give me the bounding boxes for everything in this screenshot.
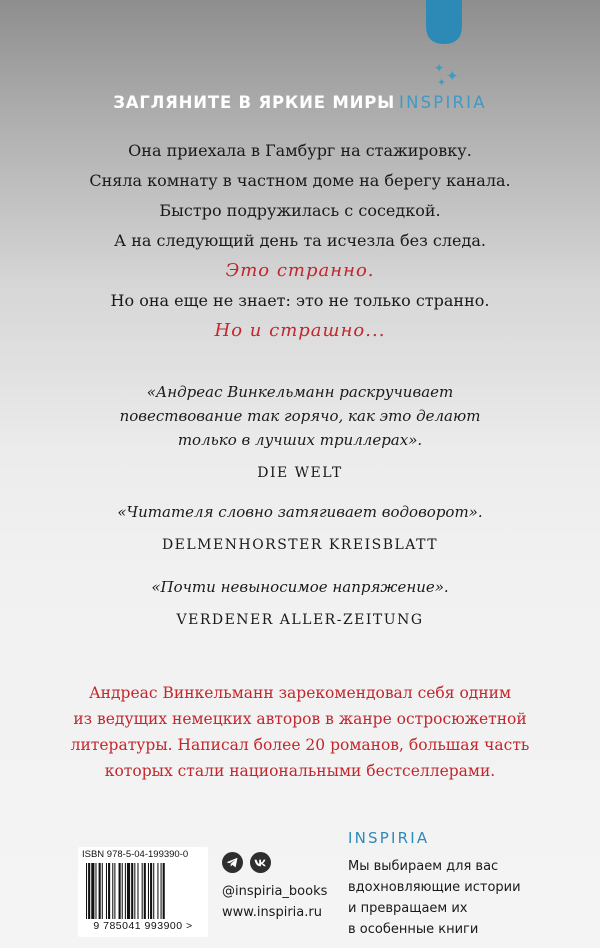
bio-line: литературы. Написал более 20 романов, большая часть bbox=[70, 736, 530, 754]
quote-source: DIE WELT bbox=[257, 465, 343, 481]
quote-line: повествование так горячо, как это делают bbox=[119, 407, 481, 425]
telegram-icon[interactable] bbox=[222, 852, 243, 873]
quote-source: DELMENHORSTER KREISBLATT bbox=[161, 537, 439, 553]
barcode-bar bbox=[91, 863, 94, 919]
barcode-bar bbox=[95, 863, 96, 919]
barcode-bar bbox=[150, 863, 152, 919]
barcode-bar bbox=[142, 863, 143, 919]
barcode-bar bbox=[148, 863, 149, 919]
barcode-bar bbox=[108, 863, 110, 919]
sparkle-icon: ✦ bbox=[437, 76, 447, 89]
blurb bbox=[0, 136, 600, 346]
banner-brand: INSPIRIA bbox=[399, 93, 487, 112]
barcode-bar bbox=[161, 863, 162, 919]
banner-text: ЗАГЛЯНИТЕ В ЯРКИЕ МИРЫ bbox=[113, 93, 396, 112]
barcode-bar bbox=[153, 863, 154, 919]
barcode-bar bbox=[102, 863, 103, 919]
barcode bbox=[78, 847, 208, 937]
bio-line: Андреас Винкельманн зарекомендовал себя одним bbox=[88, 684, 512, 702]
barcode-bar bbox=[99, 863, 101, 919]
barcode-bar bbox=[106, 863, 107, 919]
barcode-bar bbox=[125, 863, 126, 919]
website-link[interactable]: www.inspiria.ru bbox=[222, 905, 322, 920]
review-quote bbox=[0, 500, 600, 557]
publisher-name: INSPIRIA bbox=[348, 829, 430, 847]
sparkle-icon: ✦ bbox=[434, 61, 445, 75]
barcode-digits: 9 785041 993900 > bbox=[93, 920, 193, 932]
social-handle[interactable]: @inspiria_books bbox=[222, 884, 328, 899]
barcode-bar bbox=[137, 863, 138, 919]
publisher-tagline: и превращаем их bbox=[348, 901, 468, 916]
barcode-bar bbox=[131, 863, 133, 919]
isbn-label: ISBN 978-5-04-199390-0 bbox=[82, 849, 189, 860]
blurb-line: Сняла комнату в частном доме на берегу канала. bbox=[89, 171, 511, 190]
author-bio bbox=[0, 680, 600, 784]
quote-line: «Андреас Винкельманн раскручивает bbox=[146, 383, 454, 401]
barcode-bar bbox=[127, 863, 130, 919]
bio-line: которых стали национальными бестселлерами. bbox=[104, 762, 496, 780]
blurb-line: Она приехала в Гамбург на стажировку. bbox=[128, 141, 472, 160]
blurb-accent: Это странно. bbox=[225, 260, 375, 281]
blurb-line: А на следующий день та исчезла без следа. bbox=[114, 231, 486, 250]
review-quote bbox=[0, 575, 600, 632]
review-quote bbox=[0, 380, 600, 485]
barcode-bar bbox=[157, 863, 158, 919]
barcode-bar bbox=[144, 863, 146, 919]
sparkle-icon: ✦ bbox=[446, 67, 459, 85]
quote-line: только в лучших триллерах». bbox=[177, 431, 423, 449]
quote-source: VERDENER ALLER-ZEITUNG bbox=[176, 612, 424, 628]
barcode-bar bbox=[134, 863, 135, 919]
publisher-tagline: вдохновляющие истории bbox=[348, 880, 521, 895]
publisher-tagline: Мы выбираем для вас bbox=[348, 859, 499, 874]
barcode-bar bbox=[86, 863, 87, 919]
blurb-line: Но она еще не знает: это не только странно. bbox=[110, 291, 490, 310]
bio-line: из ведущих немецких авторов в жанре остросюжетной bbox=[73, 710, 527, 728]
barcode-bar bbox=[114, 863, 115, 919]
blurb-line: Быстро подружилась с соседкой. bbox=[159, 201, 441, 220]
barcode-bar bbox=[163, 863, 165, 919]
vk-icon[interactable] bbox=[250, 852, 271, 873]
blurb-accent: Но и страшно... bbox=[214, 320, 386, 341]
barcode-bar bbox=[112, 863, 113, 919]
barcode-bar bbox=[122, 863, 123, 919]
bookmark-ribbon bbox=[426, 0, 462, 44]
publisher-tagline: в особенные книги bbox=[348, 922, 479, 937]
barcode-bar bbox=[88, 863, 90, 919]
series-banner bbox=[0, 93, 600, 112]
barcode-bars bbox=[86, 863, 206, 919]
quote-line: «Почти невыносимое напряжение». bbox=[151, 578, 449, 596]
barcode-bar bbox=[119, 863, 121, 919]
quote-line: «Читателя словно затягивает водоворот». bbox=[117, 503, 483, 521]
